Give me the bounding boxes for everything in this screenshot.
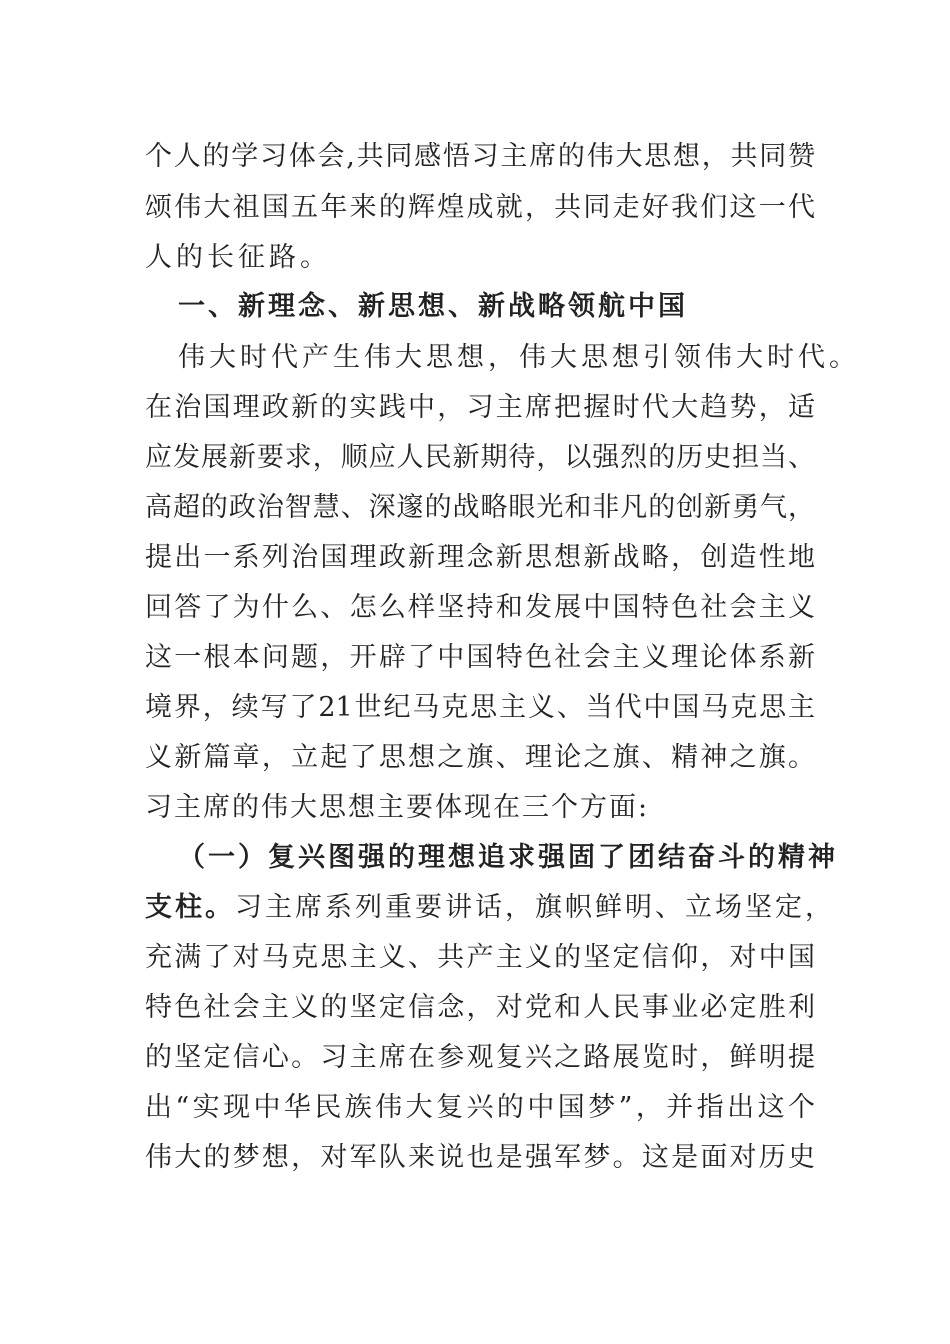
paragraph-line: 充满了对马克思主义、共产主义的坚定信仰，对中国: [145, 942, 815, 973]
paragraph-line: 义新篇章，立起了思想之旗、理论之旗、精神之旗。: [145, 742, 815, 773]
paragraph-line: 习主席的伟大思想主要体现在三个方面:: [145, 792, 650, 823]
paragraph-line: 高超的政治智慧、深邃的战略眼光和非凡的创新勇气，: [145, 492, 815, 523]
paragraph-line: 伟大时代产生伟大思想，伟大思想引领伟大时代。: [178, 342, 860, 373]
paragraph-line: 境界，续写了21世纪马克思主义、当代中国马克思主: [145, 692, 815, 723]
paragraph-line: 特色社会主义的坚定信念，对党和人民事业必定胜利: [145, 992, 815, 1023]
paragraph-line: 伟大的梦想，对军队来说也是强军梦。这是面对历史: [145, 1142, 815, 1173]
paragraph-line: 在治国理政新的实践中，习主席把握时代大趋势，适: [145, 392, 815, 423]
subsection-heading-end: 支柱。: [145, 892, 235, 923]
paragraph-line: 提出一系列治国理政新理念新思想新战略，创造性地: [145, 542, 815, 573]
paragraph-line: 颂伟大祖国五年来的辉煌成就，共同走好我们这一代: [145, 192, 815, 223]
paragraph-line: [145, 888, 835, 928]
paragraph-line: 这一根本问题，开辟了中国特色社会主义理论体系新: [145, 642, 815, 673]
subsection-heading: （一）复兴图强的理想追求强固了团结奋斗的精神: [178, 842, 838, 873]
paragraph-line: 的坚定信心。习主席在参观复兴之路展览时，鲜明提: [145, 1042, 815, 1073]
paragraph-line: 出“实现中华民族伟大复兴的中国梦”，并指出这个: [145, 1092, 815, 1123]
paragraph-text: 习主席系列重要讲话，旗帜鲜明、立场坚定，: [235, 892, 835, 923]
paragraph-line: 人的长征路。: [145, 242, 331, 273]
section-heading: 一、新理念、新思想、新战略领航中国: [178, 291, 688, 322]
paragraph-line: 回答了为什么、怎么样坚持和发展中国特色社会主义: [145, 592, 815, 623]
paragraph-line: 个人的学习体会,共同感悟习主席的伟大思想，共同赞: [145, 141, 815, 172]
paragraph-line: 应发展新要求，顺应人民新期待，以强烈的历史担当、: [145, 442, 815, 473]
